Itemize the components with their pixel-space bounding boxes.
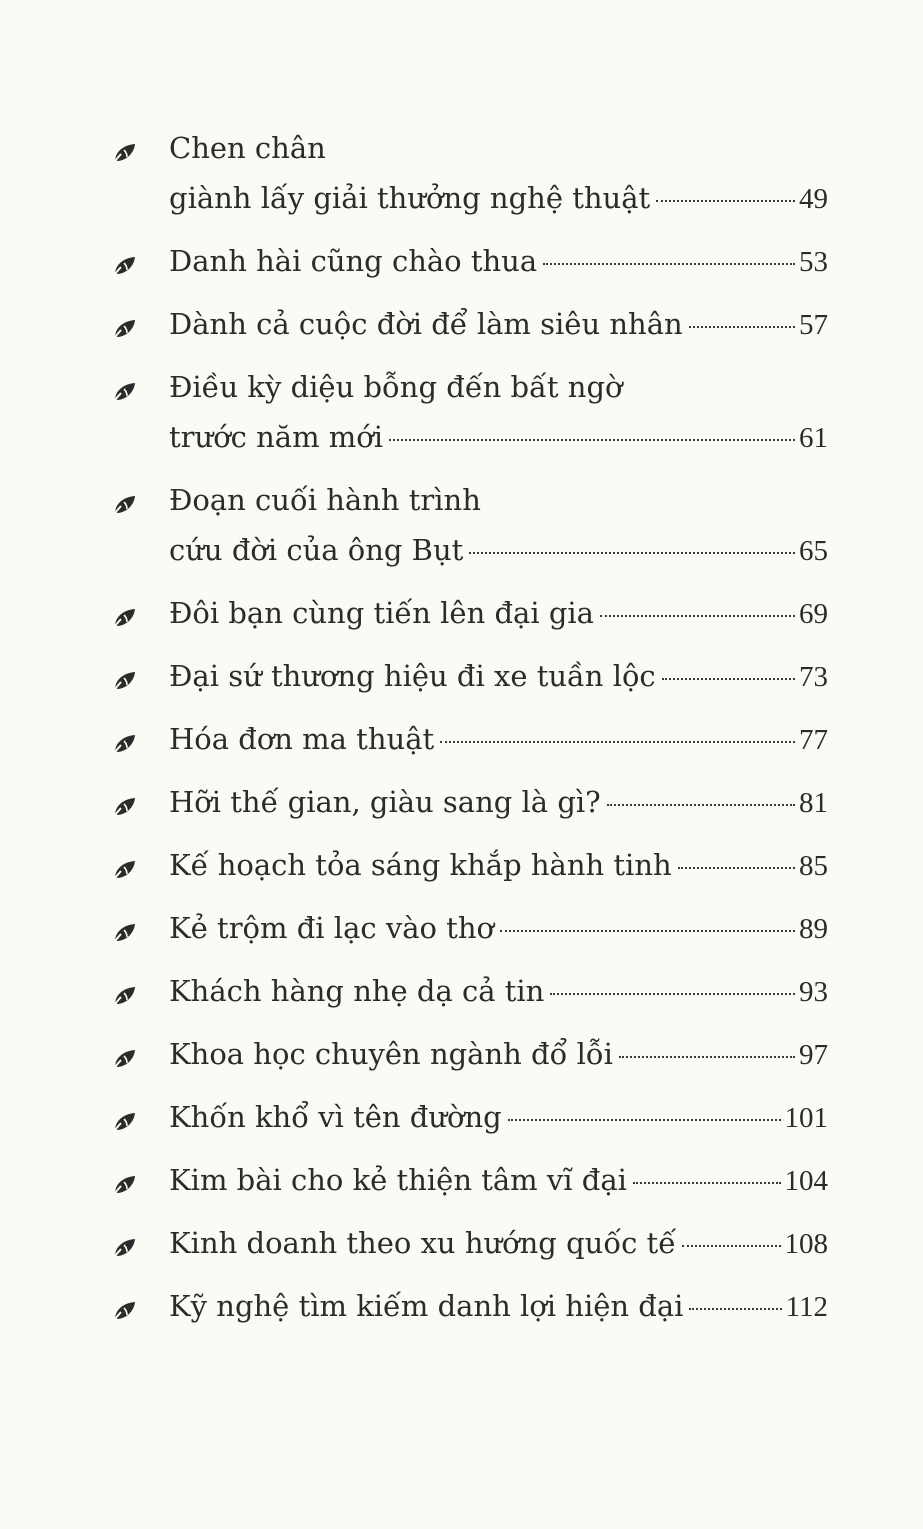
toc-entry-title: Đôi bạn cùng tiến lên đại gia [169, 596, 594, 630]
leaf-bullet-icon [112, 985, 138, 1007]
toc-entry-line [169, 417, 828, 458]
toc-entry-line [169, 1034, 828, 1075]
toc-entry-line [169, 178, 828, 219]
dot-leader [689, 326, 795, 328]
toc-entry-line [169, 719, 828, 760]
dot-leader [607, 804, 795, 806]
toc-page-number: 112 [785, 1291, 828, 1323]
toc-entry [112, 719, 828, 760]
toc-entry [112, 845, 828, 886]
leaf-bullet-icon [112, 1048, 138, 1070]
toc-page-number: 61 [799, 422, 828, 454]
toc-page-number: 53 [799, 246, 828, 278]
toc-entry-title: Kim bài cho kẻ thiện tâm vĩ đại [169, 1163, 627, 1197]
toc-page-number: 108 [784, 1228, 828, 1260]
toc-page-number: 69 [799, 598, 828, 630]
toc-entry-line [169, 128, 828, 169]
toc-entry-title: Chen chân [169, 131, 326, 165]
toc-entry [112, 304, 828, 345]
toc-entry-line [169, 304, 828, 345]
dot-leader [389, 439, 795, 441]
leaf-bullet-icon [112, 1237, 138, 1259]
leaf-bullet-icon [112, 607, 138, 629]
toc-page-number: 77 [799, 724, 828, 756]
leaf-bullet-icon [112, 922, 138, 944]
toc-entry-title: Danh hài cũng chào thua [169, 244, 538, 278]
leaf-bullet-icon [112, 381, 138, 403]
table-of-contents [112, 128, 828, 1349]
toc-entry-title: Khoa học chuyên ngành đổ lỗi [169, 1037, 613, 1071]
dot-leader [682, 1245, 780, 1247]
toc-entry-line [169, 908, 828, 949]
toc-entry-title: trước năm mới [169, 420, 384, 454]
toc-entry-title: Đoạn cuối hành trình [169, 483, 481, 517]
leaf-bullet-icon [112, 670, 138, 692]
dot-leader [469, 552, 795, 554]
toc-page-number: 49 [799, 183, 828, 215]
toc-page-number: 85 [799, 850, 828, 882]
leaf-bullet-icon [112, 494, 138, 516]
toc-entry-line [169, 1097, 828, 1138]
dot-leader [689, 1308, 781, 1310]
toc-page-number: 73 [799, 661, 828, 693]
toc-page-number: 65 [799, 535, 828, 567]
leaf-bullet-icon [112, 318, 138, 340]
toc-entry-line [169, 845, 828, 886]
toc-page-number: 97 [799, 1039, 828, 1071]
toc-entry-title: cứu đời của ông Bụt [169, 533, 464, 567]
toc-entry [112, 782, 828, 823]
toc-entry [112, 241, 828, 282]
toc-entry-title: Hóa đơn ma thuật [169, 722, 435, 756]
dot-leader [508, 1119, 781, 1121]
dot-leader [678, 867, 795, 869]
dot-leader [600, 615, 795, 617]
toc-entry-title: Điều kỳ diệu bỗng đến bất ngờ [169, 370, 623, 404]
leaf-bullet-icon [112, 859, 138, 881]
toc-entry [112, 908, 828, 949]
toc-entry-title: giành lấy giải thưởng nghệ thuật [169, 181, 651, 215]
leaf-bullet-icon [112, 796, 138, 818]
dot-leader [662, 678, 795, 680]
toc-entry-title: Kế hoạch tỏa sáng khắp hành tinh [169, 848, 672, 882]
toc-entry-title: Đại sứ thương hiệu đi xe tuần lộc [169, 659, 656, 693]
toc-entry [112, 128, 828, 219]
toc-page-number: 93 [799, 976, 828, 1008]
toc-entry-line [169, 1286, 828, 1327]
dot-leader [656, 200, 795, 202]
leaf-bullet-icon [112, 1111, 138, 1133]
toc-entry [112, 1223, 828, 1264]
toc-entry-line [169, 782, 828, 823]
dot-leader [543, 263, 795, 265]
dot-leader [500, 930, 795, 932]
toc-entry-title: Kinh doanh theo xu hướng quốc tế [169, 1226, 677, 1260]
dot-leader [440, 741, 795, 743]
dot-leader [633, 1182, 781, 1184]
toc-entry-line [169, 656, 828, 697]
dot-leader [550, 993, 795, 995]
dot-leader [619, 1056, 795, 1058]
toc-entry [112, 656, 828, 697]
toc-entry [112, 1286, 828, 1327]
toc-entry [112, 971, 828, 1012]
toc-entry-line [169, 1160, 828, 1201]
toc-entry [112, 593, 828, 634]
toc-entry-title: Hỡi thế gian, giàu sang là gì? [169, 785, 601, 819]
toc-entry-title: Khách hàng nhẹ dạ cả tin [169, 974, 545, 1008]
leaf-bullet-icon [112, 1300, 138, 1322]
toc-page-number: 101 [784, 1102, 828, 1134]
toc-entry-title: Dành cả cuộc đời để làm siêu nhân [169, 307, 683, 341]
toc-entry-line [169, 480, 828, 521]
toc-entry-line [169, 367, 828, 408]
toc-entry-title: Kỹ nghệ tìm kiếm danh lợi hiện đại [169, 1289, 684, 1323]
toc-entry [112, 1097, 828, 1138]
toc-page-number: 89 [799, 913, 828, 945]
leaf-bullet-icon [112, 1174, 138, 1196]
toc-page-number: 81 [799, 787, 828, 819]
toc-entry-line [169, 241, 828, 282]
leaf-bullet-icon [112, 142, 138, 164]
toc-page-number: 104 [784, 1165, 828, 1197]
toc-entry-line [169, 1223, 828, 1264]
toc-entry-line [169, 530, 828, 571]
toc-entry [112, 480, 828, 571]
toc-entry-line [169, 593, 828, 634]
toc-entry [112, 1160, 828, 1201]
toc-entry [112, 1034, 828, 1075]
toc-entry-title: Khốn khổ vì tên đường [169, 1100, 502, 1134]
toc-entry-line [169, 971, 828, 1012]
leaf-bullet-icon [112, 255, 138, 277]
toc-page-number: 57 [799, 309, 828, 341]
toc-entry-title: Kẻ trộm đi lạc vào thơ [169, 911, 494, 945]
toc-entry [112, 367, 828, 458]
leaf-bullet-icon [112, 733, 138, 755]
